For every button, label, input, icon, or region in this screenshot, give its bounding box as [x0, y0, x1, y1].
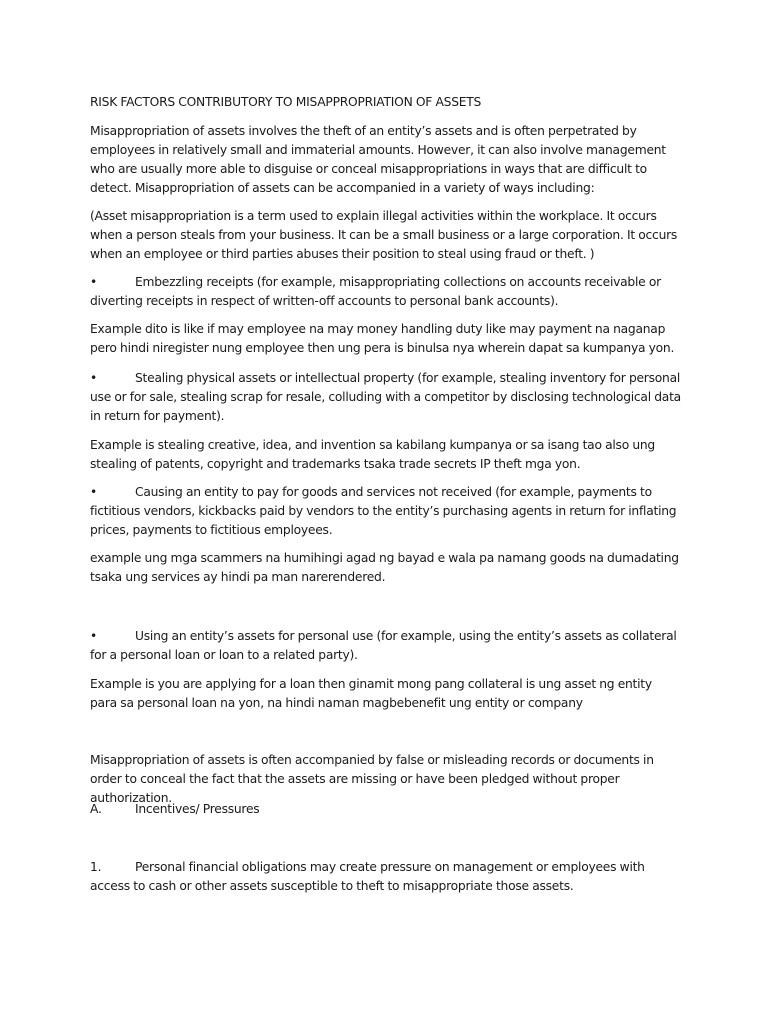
intro-paragraph: Misappropriation of assets involves the theft of an entity’s assets and is often perpetrated by employees in relatively small and immaterial amounts. However, it can also involve management who are usually more able to disguise or conceal misappropriations in ways that are difficult to detect. Misappropriation of assets can be accompanied in a variety of ways including:	[90, 124, 666, 195]
definition-paragraph: (Asset misappropriation is a term used to explain illegal activities within the workplace. It occurs when a person steals from your business. It can be a small business or a large corporation. It occurs when an employee or third parties abuses their position to steal using fraud or theft. )	[90, 209, 678, 261]
bullet-text: Causing an entity to pay for goods and services not received (for example, payments to fictitious vendors, kickbacks paid by vendors to the entity’s purchasing agents in return for inflating prices, payments to fictitious employees.	[90, 485, 677, 537]
bullet-item-1	[90, 273, 682, 311]
item-text: Personal financial obligations may create pressure on management or employees with access to cash or other assets susceptible to theft to misappropriate those assets.	[90, 860, 645, 893]
bullet-marker: •	[90, 629, 98, 643]
summary-paragraph: Misappropriation of assets is often accompanied by false or misleading records or documents in order to conceal the fact that the assets are missing or have been pledged without proper authorization.	[90, 753, 654, 805]
section-title: Incentives/ Pressures	[135, 802, 260, 816]
item-number: 1.	[90, 860, 102, 874]
bullet-text: Stealing physical assets or intellectual property (for example, stealing inventory for personal use or for sale, stealing scrap for resale, colluding with a competitor by disclosing technological data in return for payment).	[90, 371, 681, 423]
bullet-item-4	[90, 627, 682, 665]
bullet-marker: •	[90, 275, 98, 289]
example-paragraph-3: example ung mga scammers na humihingi agad ng bayad e wala pa namang goods na dumadating tsaka ung services ay hindi pa man narerendered.	[90, 551, 679, 584]
bullet-text: Using an entity’s assets for personal use (for example, using the entity’s assets as collateral for a personal loan or loan to a related party).	[90, 629, 677, 662]
numbered-item-1	[90, 858, 682, 896]
section-marker: A.	[90, 802, 102, 816]
document-title: RISK FACTORS CONTRIBUTORY TO MISAPPROPRIATION OF ASSETS	[90, 95, 482, 109]
bullet-marker: •	[90, 371, 98, 385]
bullet-item-2	[90, 369, 682, 426]
bullet-item-3	[90, 483, 682, 540]
bullet-text: Embezzling receipts (for example, misappropriating collections on accounts receivable or diverting receipts in respect of written-off accounts to personal bank accounts).	[90, 275, 661, 308]
bullet-marker: •	[90, 485, 98, 499]
section-heading	[90, 800, 682, 819]
example-paragraph-2: Example is stealing creative, idea, and invention sa kabilang kumpanya or sa isang tao also ung stealing of patents, copyright and trademarks tsaka trade secrets IP theft mga yon.	[90, 438, 655, 471]
example-paragraph-1: Example dito is like if may employee na may money handling duty like may payment na naganap pero hindi niregister nung employee then ung pera is binulsa nya wherein dapat sa kumpanya yon.	[90, 322, 675, 355]
example-paragraph-4: Example is you are applying for a loan then ginamit mong pang collateral is ung asset ng entity para sa personal loan na yon, na hindi naman magbebenefit ung entity or company	[90, 677, 652, 710]
